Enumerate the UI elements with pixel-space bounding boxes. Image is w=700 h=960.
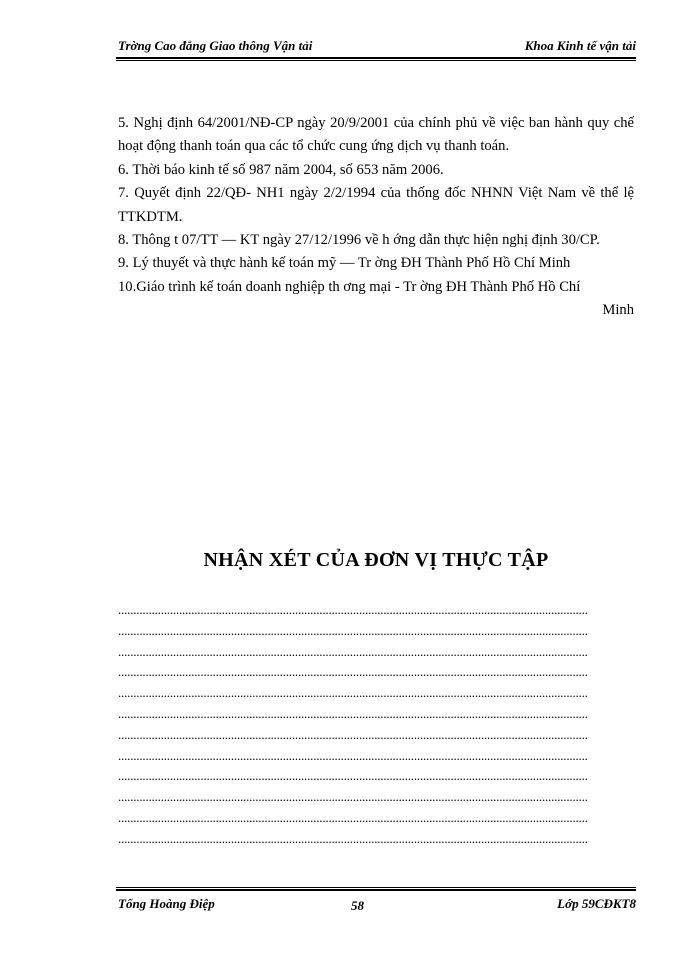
reference-item: 8. Thông t 07/TT — KT ngày 27/12/1996 về h ớng dẫn thực hiện nghị định 30/CP. — [118, 232, 600, 249]
comment-line: .......................................................................................................................................................... — [118, 643, 588, 659]
footer-author: Tống Hoàng Điệp — [118, 896, 215, 911]
comment-line: .......................................................................................................................................................... — [118, 768, 588, 784]
page-number: 58 — [351, 898, 364, 913]
comment-line: .......................................................................................................................................................... — [118, 705, 588, 721]
footer-class: Lớp 59CĐKT8 — [557, 896, 636, 911]
comment-lines — [118, 600, 634, 850]
reference-item: 6. Thời báo kinh tế số 987 năm 2004, số 653 năm 2006. — [118, 161, 444, 178]
header-faculty: Khoa Kinh tế vận tải — [524, 38, 636, 53]
reference-last-word: Minh — [602, 302, 634, 319]
comment-line: .......................................................................................................................................................... — [118, 789, 588, 805]
section-title: NHẬN XÉT CỦA ĐƠN VỊ THỰC TẬP — [203, 549, 549, 571]
comment-line: .......................................................................................................................................................... — [118, 685, 588, 701]
footer-rule-thin — [116, 887, 636, 888]
reference-list — [118, 112, 634, 323]
reference-item: 9. Lý thuyết và thực hành kế toán mỹ — Tr ờng ĐH Thành Phố Hồ Chí Minh — [118, 255, 571, 272]
comment-line: .......................................................................................................................................................... — [118, 726, 588, 742]
header-rule-thin — [116, 60, 636, 61]
comment-line: .......................................................................................................................................................... — [118, 602, 588, 617]
reference-item-tail — [118, 299, 634, 322]
page-header — [118, 38, 636, 58]
reference-item: 10.Giáo trình kế toán doanh nghiệp th ơng mại - Tr ờng ĐH Thành Phố Hồ Chí — [118, 278, 581, 295]
comment-line: .......................................................................................................................................................... — [118, 830, 588, 846]
comment-line: .......................................................................................................................................................... — [118, 747, 588, 763]
reference-item: 7. Quyết định 22/QĐ- NH1 ngày 2/2/1994 của thống đốc NHNN Việt Nam về thể lệ TTKDTM. — [118, 185, 634, 225]
footer-rule — [116, 889, 636, 891]
header-rule — [116, 57, 636, 59]
reference-item: 5. Nghị định 64/2001/NĐ-CP ngày 20/9/2001 của chính phủ về việc ban hành quy chế hoạt động thanh toán qua các tổ chức cung ứng dịch vụ thanh toán. — [118, 115, 634, 155]
comment-line: .......................................................................................................................................................... — [118, 809, 588, 825]
comment-line: .......................................................................................................................................................... — [118, 622, 588, 638]
comment-line: .......................................................................................................................................................... — [118, 664, 588, 680]
header-school: Trờng Cao đẳng Giao thông Vận tải — [118, 38, 313, 53]
